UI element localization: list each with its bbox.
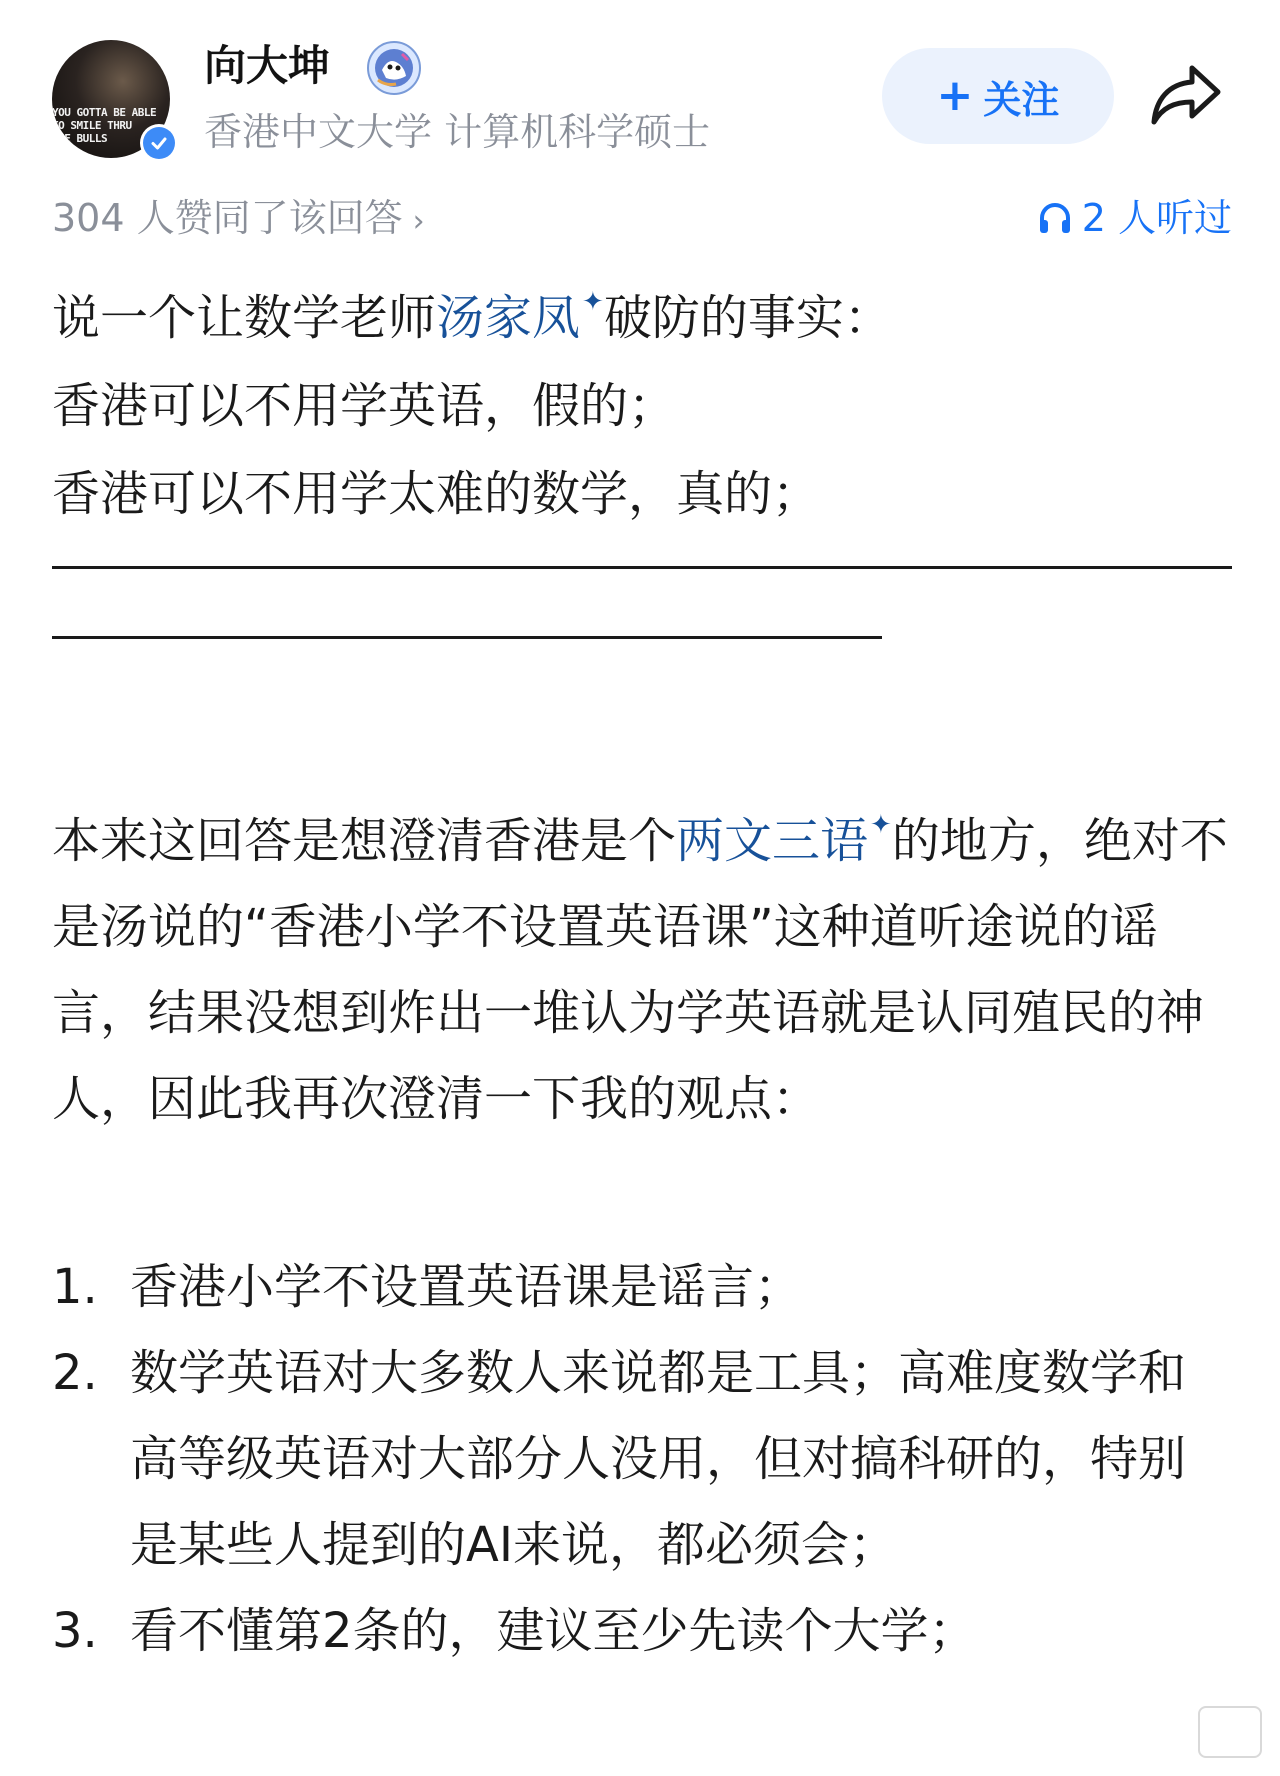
answer-header — [0, 0, 1280, 200]
paragraph-4 — [52, 782, 1232, 1142]
paragraph-4-text-end: 的地方，绝对不是汤说的“香港小学不设置英语课”这种道听途说的谣言，结果没想到炸出一堆认为学英语就是认同殖民的神人，因此我再次澄清一下我的观点： — [52, 813, 1228, 1127]
plus-icon: + — [936, 70, 974, 121]
list-text: 看不懂第2条的，建议至少先读个大学； — [130, 1603, 977, 1659]
paragraph-1-text-end: 破防的事实： — [603, 290, 892, 346]
paragraph-1-text: 说一个让数学老师 — [52, 290, 437, 346]
viewpoint-list — [52, 1244, 1232, 1674]
author-title: 香港中文大学 计算机科学硕士 — [204, 110, 711, 154]
verified-badge-icon — [140, 124, 178, 162]
list-item — [52, 1330, 1232, 1588]
list-number: 3. — [52, 1603, 98, 1659]
like-count-text: 304 人赞同了该回答 — [52, 196, 403, 240]
listen-info[interactable] — [1038, 190, 1232, 246]
share-icon[interactable] — [1148, 62, 1224, 128]
watermark-icon — [1198, 1706, 1262, 1758]
headphones-icon — [1038, 201, 1072, 235]
list-item — [52, 1244, 1232, 1330]
sparkle-icon: ✦ — [582, 287, 604, 317]
chevron-right-icon: › — [412, 204, 425, 239]
list-item — [52, 1588, 1232, 1674]
medal-icon[interactable] — [366, 40, 422, 96]
paragraph-4-text: 本来这回答是想澄清香港是个 — [52, 813, 677, 869]
divider-line-2 — [52, 636, 882, 639]
sparkle-icon: ✦ — [870, 810, 892, 840]
paragraph-2: 香港可以不用学英语，假的； — [52, 378, 677, 434]
answer-meta — [52, 190, 1232, 246]
listen-count: 2 人听过 — [1081, 196, 1232, 240]
answer-content — [52, 258, 1232, 538]
like-count[interactable] — [52, 190, 425, 250]
avatar-caption: YOU GOTTA BE ABLE TO SMILE THRU THE BULLS — [52, 106, 157, 145]
divider-line-1 — [52, 566, 1232, 569]
paragraph-1 — [52, 258, 1232, 362]
follow-label: 关注 — [983, 77, 1060, 122]
list-number: 1. — [52, 1259, 98, 1315]
paragraph-3: 香港可以不用学太难的数学，真的； — [52, 466, 821, 522]
author-name[interactable]: 向大坤 — [204, 41, 331, 90]
list-number: 2. — [52, 1345, 98, 1401]
keyword-link-tang[interactable]: 汤家凤 — [436, 290, 581, 346]
follow-button[interactable] — [882, 48, 1114, 144]
keyword-link-liangwensanyu[interactable]: 两文三语 — [676, 813, 869, 869]
list-text: 数学英语对大多数人来说都是工具；高难度数学和高等级英语对大部分人没用，但对搞科研的，特别是某些人提到的AI来说，都必须会； — [130, 1345, 1187, 1573]
list-text: 香港小学不设置英语课是谣言； — [130, 1259, 803, 1315]
